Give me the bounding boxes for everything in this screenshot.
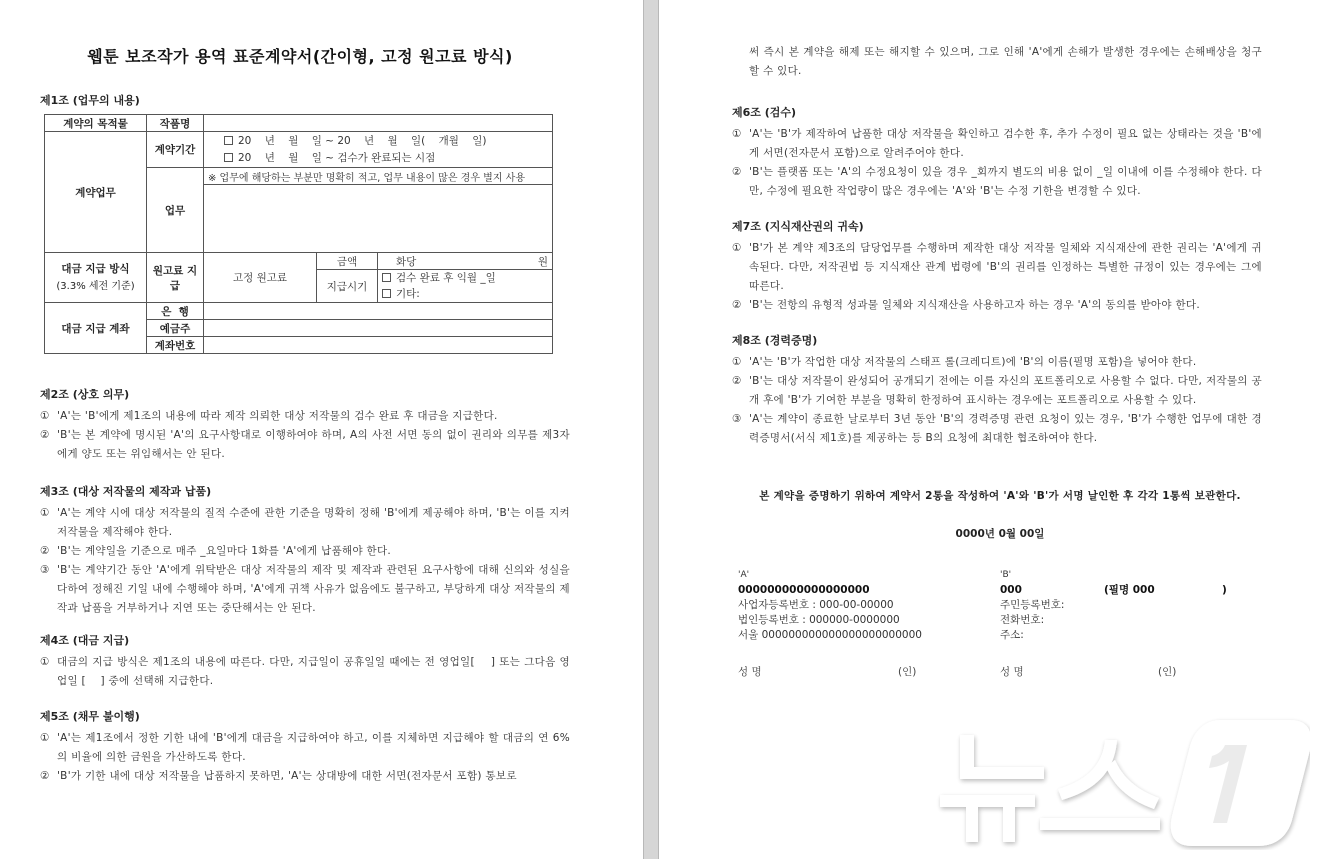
task-note: ※ 업무에 해당하는 부분만 명확히 적고, 업무 내용이 많은 경우 별지 사용 bbox=[204, 168, 553, 185]
party-b-name: 000 bbox=[1000, 584, 1022, 596]
payment-timing-options bbox=[378, 270, 553, 303]
party-b-seal: (인) bbox=[1158, 666, 1177, 678]
article-2 bbox=[40, 386, 570, 464]
article-5-continuation: 써 즉시 본 계약을 해제 또는 해지할 수 있으며, 그로 인해 'A'에게 손해가 발생한 경우에는 손해배상을 청구할 수 있다. bbox=[749, 46, 1262, 77]
payment-timing-label: 지급시기 bbox=[317, 270, 378, 303]
account-label: 대금 지급 계좌 bbox=[45, 303, 147, 354]
period-option-1[interactable]: 20 년 월 일 ~ 20 년 월 일( 개월 일) bbox=[224, 133, 548, 150]
article-4-heading: 제4조 (대금 지급) bbox=[40, 634, 130, 647]
clause: ② 'B'는 계약일을 기준으로 매주 _요일마다 1화를 'A'에게 납품해야 한다. bbox=[40, 545, 392, 557]
holder-field[interactable] bbox=[204, 320, 553, 337]
clause: ③ 'A'는 계약이 종료한 날로부터 3년 동안 'B'의 경력증명 관련 요청이 있는 경우, 'B'가 수행한 업무에 대한 경력증명서(서식 제1호)를 제공하는 등 B의 요청에 최대한 협조하여야 한다. bbox=[732, 413, 1262, 444]
amount-field[interactable]: 화당 원 bbox=[378, 253, 553, 270]
task-label: 업무 bbox=[147, 168, 204, 253]
amount-label: 금액 bbox=[317, 253, 378, 270]
page-gutter bbox=[643, 0, 659, 859]
timing-option-2[interactable]: 기타: bbox=[382, 286, 548, 302]
article-1 bbox=[40, 92, 570, 113]
party-b-tag: 'B' bbox=[1000, 570, 1012, 580]
article-4 bbox=[40, 632, 570, 691]
holder-label: 예금주 bbox=[147, 320, 204, 337]
article-2-heading: 제2조 (상호 의무) bbox=[40, 388, 130, 401]
contract-work-label: 계약업무 bbox=[45, 132, 147, 253]
account-no-field[interactable] bbox=[204, 337, 553, 354]
article-8 bbox=[732, 332, 1262, 448]
article-7-heading: 제7조 (지식재산권의 귀속) bbox=[732, 220, 864, 233]
contract-table bbox=[44, 114, 553, 354]
party-b-sign-label: 성 명 bbox=[1000, 666, 1024, 678]
party-a-tag: 'A' bbox=[738, 570, 750, 580]
payment-method-cell bbox=[45, 253, 147, 303]
clause: ① 'A'는 'B'가 작업한 대상 저작물의 스태프 롤(크레디트)에 'B'의 이름(필명 포함)을 넣어야 한다. bbox=[732, 356, 1197, 368]
account-no-label: 계좌번호 bbox=[147, 337, 204, 354]
party-a-address: 서울 000000000000000000000000 bbox=[738, 629, 922, 641]
clause: ① 'A'는 계약 시에 대상 저작물의 질적 수준에 관한 기준을 명확히 정해 'B'에게 제공해야 하며, 'B'는 이를 지켜 저작물을 제작해야 한다. bbox=[40, 507, 570, 538]
timing-option-1[interactable]: 검수 완료 후 익월 _일 bbox=[382, 270, 548, 286]
article-7 bbox=[732, 218, 1262, 315]
article-3 bbox=[40, 483, 570, 618]
period-label: 계약기간 bbox=[147, 132, 204, 168]
party-b-address: 주소: bbox=[1000, 629, 1024, 641]
party-b-pen-name-close: ) bbox=[1222, 584, 1227, 596]
party-a-business-no: 사업자등록번호 : 000-00-00000 bbox=[738, 599, 894, 611]
period-option-2[interactable]: 20 년 월 일 ~ 검수가 완료되는 시점 bbox=[224, 150, 548, 167]
closing-statement: 본 계약을 증명하기 위하여 계약서 2통을 작성하여 'A'와 'B'가 서명 날인한 후 각각 1통씩 보관한다. bbox=[759, 490, 1241, 502]
work-title-label: 작품명 bbox=[147, 115, 204, 132]
checkbox-icon[interactable] bbox=[224, 153, 233, 162]
clause: ① 'B'가 본 계약 제3조의 담당업무를 수행하며 제작한 대상 저작물 일체와 지식재산에 관한 권리는 'A'에게 귀속된다. 다만, 저작권법 등 지식재산 관계 법령에 'B'의 권리를 인정하는 특별한 규정이 있는 경우에는 그에 따른다. bbox=[732, 242, 1262, 292]
clause: ③ 'B'는 계약기간 동안 'A'에게 위탁받은 대상 저작물의 제작 및 제작과 관련된 요구사항에 대해 신의와 성실을 다하여 정해진 기일 내에 수행해야 하며, 'A'에게 귀책 사유가 없음에도 불구하고, 부당하게 대상 저작물의 제작과 납품을 거부하거나 지연 또는 중단해서는 안 된다. bbox=[40, 564, 570, 614]
bank-label: 은 행 bbox=[147, 303, 204, 320]
party-a-seal: (인) bbox=[898, 666, 917, 678]
document-title: 웹툰 보조작가 용역 표준계약서(간이형, 고정 원고료 방식) bbox=[87, 47, 513, 66]
party-a-sign-label: 성 명 bbox=[738, 666, 762, 678]
article-6-heading: 제6조 (검수) bbox=[732, 106, 797, 119]
party-a-block bbox=[738, 568, 978, 643]
article-3-heading: 제3조 (대상 저작물의 제작과 납품) bbox=[40, 485, 212, 498]
party-b-resident-no: 주민등록번호: bbox=[1000, 599, 1065, 611]
clause: ① 'A'는 'B'가 제작하여 납품한 대상 저작물을 확인하고 검수한 후, 추가 수정이 필요 없는 상태라는 것을 'B'에게 서면(전자문서 포함)으로 알려주어야 한다. bbox=[732, 128, 1262, 159]
task-field[interactable] bbox=[204, 185, 553, 253]
clause: ② 'B'는 플랫폼 또는 'A'의 수정요청이 있을 경우 _회까지 별도의 비용 없이 _일 이내에 이를 수정해야 한다. 다만, 수정에 필요한 작업량이 많은 경우에는 'A'와 'B'는 수정 기한을 변경할 수 있다. bbox=[732, 166, 1262, 197]
clause: ② 'B'는 대상 저작물이 완성되어 공개되기 전에는 이를 자신의 포트폴리오로 사용할 수 없다. 다만, 저작물의 공개 후에 'B'가 기여한 부분을 명확히 한정하여 표시하는 경우에는 포트폴리오로 사용할 수 있다. bbox=[732, 375, 1262, 406]
article-8-heading: 제8조 (경력증명) bbox=[732, 334, 818, 347]
clause: ① 'A'는 제1조에서 정한 기한 내에 'B'에게 대금을 지급하여야 하고, 이를 지체하면 지급해야 할 대금의 연 6%의 비율에 의한 금원을 가산하도록 한다. bbox=[40, 732, 570, 763]
checkbox-icon[interactable] bbox=[224, 136, 233, 145]
party-b-name-row bbox=[1000, 583, 1240, 598]
manuscript-fee-label: 원고료 지급 bbox=[147, 253, 204, 303]
article-5 bbox=[40, 708, 570, 786]
period-options bbox=[204, 132, 553, 168]
checkbox-icon[interactable] bbox=[382, 289, 391, 298]
party-b-phone: 전화번호: bbox=[1000, 614, 1045, 626]
fixed-fee-label: 고정 원고료 bbox=[204, 253, 317, 303]
work-title-field[interactable] bbox=[204, 115, 553, 132]
clause: ② 'B'가 기한 내에 대상 저작물을 납품하지 못하면, 'A'는 상대방에 대한 서면(전자문서 포함) 통보로 bbox=[40, 770, 517, 782]
article-6 bbox=[732, 104, 1262, 201]
clause: ② 'B'는 본 계약에 명시된 'A'의 요구사항대로 이행하여야 하며, A의 사전 서면 동의 없이 권리와 의무를 제3자에게 양도 또는 위임해서는 안 된다. bbox=[40, 429, 570, 460]
article-1-heading: 제1조 (업무의 내용) bbox=[40, 94, 140, 107]
party-b-pen-name: (필명 000 bbox=[1104, 584, 1155, 596]
bank-field[interactable] bbox=[204, 303, 553, 320]
payment-method-sub: (3.3% 세전 기준) bbox=[56, 280, 135, 292]
clause: ① 대금의 지급 방식은 제1조의 내용에 따른다. 다만, 지급일이 공휴일일 때에는 전 영업일[ ] 또는 그다음 영업일 [ ] 중에 선택해 지급한다. bbox=[40, 656, 570, 687]
article-5-heading: 제5조 (채무 불이행) bbox=[40, 710, 140, 723]
checkbox-icon[interactable] bbox=[382, 273, 391, 282]
clause: ② 'B'는 전항의 유형적 성과물 일체와 지식재산을 사용하고자 하는 경우 'A'의 동의를 받아야 한다. bbox=[732, 299, 1200, 311]
party-a-corporate-no: 법인등록번호 : 000000-0000000 bbox=[738, 614, 900, 626]
clause: ① 'A'는 'B'에게 제1조의 내용에 따라 제작 의뢰한 대상 저작물의 검수 완료 후 대금을 지급한다. bbox=[40, 410, 498, 422]
party-b-block bbox=[1000, 568, 1240, 643]
party-a-name: 000000000000000000 bbox=[738, 584, 870, 596]
subject-label: 계약의 목적물 bbox=[45, 115, 147, 132]
payment-method-label: 대금 지급 방식 bbox=[61, 262, 130, 275]
contract-date: 0000년 0월 00일 bbox=[955, 528, 1045, 540]
